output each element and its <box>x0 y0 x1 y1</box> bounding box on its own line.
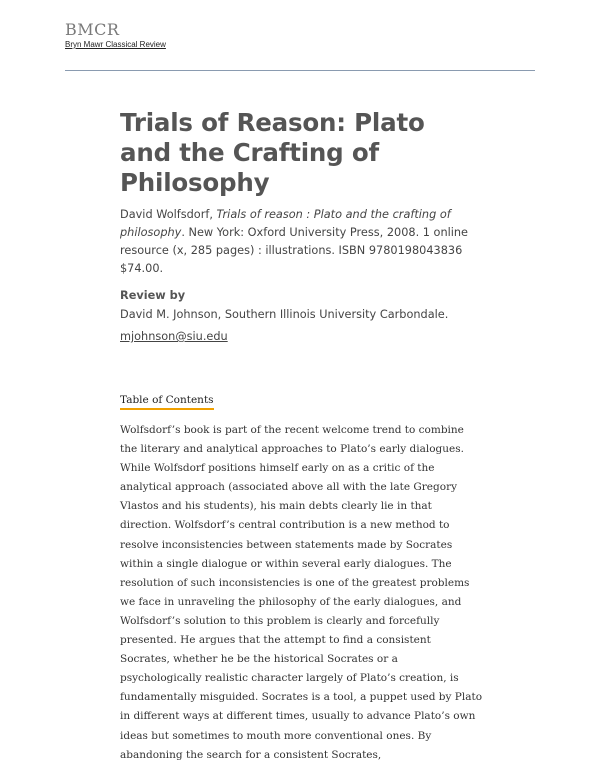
reviewer-email-link[interactable]: mjohnson@siu.edu <box>120 330 228 343</box>
citation-book-title: Trials of reason : Plato and the crafting of philosophy <box>120 208 451 239</box>
citation <box>120 206 480 278</box>
article-title: Trials of Reason: Plato and the Crafting of Philosophy <box>120 108 425 197</box>
review-by-label: Review by <box>120 289 186 302</box>
site-subtitle-link[interactable]: Bryn Mawr Classical Review <box>65 40 166 49</box>
citation-author: David Wolfsdorf, <box>120 208 217 221</box>
table-of-contents-link[interactable]: Table of Contents <box>120 393 214 410</box>
site-logo[interactable]: BMCR <box>65 20 120 39</box>
review-body: Wolfsdorf’s book is part of the recent welcome trend to combine the literary and analytical approaches to Plato’s early dialogues. While Wolfsdorf positions himself early on as a critic of the analytical approach (associated above all with the late Gregory Vlastos and his students), his main debts clearly lie in that direction. Wolfsdorf’s central contribution is a new method to resolve inconsistencies between statements made by Socrates within a single dialogue or within several early dialogues. The resolution of such inconsistencies is one of the greatest problems we face in unraveling the philosophy of the early dialogues, and Wolfsdorf’s solution to this problem is clearly and forcefully presented. He argues that the attempt to find a consistent Socrates, whether he be the historical Socrates or a psychologically realistic character largely of Plato’s creation, is fundamentally misguided. Socrates is a tool, a puppet used by Plato in different ways at different times, usually to advance Plato’s own ideas but sometimes to mouth more conventional ones. By abandoning the search for a consistent Socrates, <box>120 424 483 761</box>
site-header <box>65 20 166 50</box>
citation-details: . New York: Oxford University Press, 2008. 1 online resource (x, 285 pages) : illustrations. ISBN 9780198043836 $74.00. <box>120 226 468 275</box>
reviewer-name: David M. Johnson, Southern Illinois University Carbondale. <box>120 308 449 321</box>
header-divider <box>65 70 535 71</box>
article <box>120 108 483 775</box>
